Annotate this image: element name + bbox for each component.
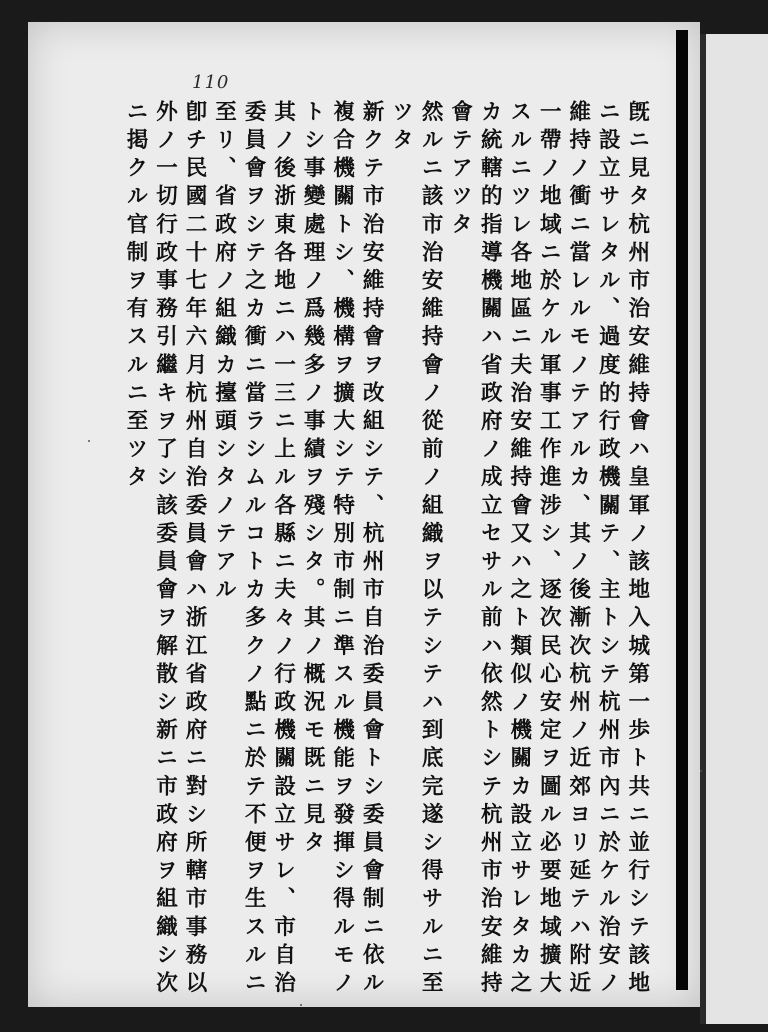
text-column: 然ルニ該市治安維持會ノ從前ノ組織ヲ以テシテハ到底完遂シ得サルニ至 <box>418 100 444 1000</box>
text-column: ニ設立サレタル、過度的行政機關テ、主トシテ杭州市內ニ於ケル治安ノ <box>595 100 621 1000</box>
scan-speck <box>700 770 702 772</box>
text-column: 一帶ノ地域ニ於ケル軍事工作進涉シ、逐次民心安定ヲ圖ル必要地域擴大 <box>536 100 562 1000</box>
text-column: 外ノ一切行政事務引繼キヲ了シ該委員會ヲ解散シ新ニ市政府ヲ組織シ次 <box>152 100 178 1000</box>
text-column: 旣ニ見タ杭州市治安維持會ハ皇軍ノ該地入城第一歩ト共ニ並行シテ該地 <box>624 100 650 1000</box>
text-column: トシ事變處理ノ爲幾多ノ事績ヲ殘シタ。其ノ概況モ既ニ見タ <box>300 100 326 859</box>
text-column: カ統轄的指導機關ハ省政府ノ成立セサル前ハ依然トシテ杭州市治安維持 <box>477 100 503 1000</box>
scan-speck <box>300 1004 302 1006</box>
text-column: 會テアツタ <box>447 100 473 241</box>
vertical-text-block <box>122 100 650 1000</box>
text-column: 維持ノ衝ニ當レルモノテアルカ、其ノ後漸次杭州ノ近郊ヨリ延テハ附近 <box>565 100 591 1000</box>
page-number: 110 <box>192 72 230 93</box>
text-column: 卽チ民國二十七年六月杭州自治委員會ハ浙江省政府ニ對シ所轄市事務以 <box>182 100 208 1000</box>
text-column: 其ノ後浙東各地ニハ一三ニ上ル各縣ニ夫々ノ行政機關設立サレ、市自治 <box>270 100 296 1000</box>
text-column: ニ掲クル官制ヲ有スルニ至ツタ <box>123 100 148 494</box>
text-column: 委員會ヲシテ之カ衝ニ當ラシムルコトカ多クノ點ニ於テ不便ヲ生スルニ <box>241 100 267 1000</box>
text-column: スルニツレ各地區ニ夫治安維持會又ハ之ト類似ノ機關カ設立サレタカ之 <box>506 100 532 1000</box>
next-page-edge <box>700 34 768 1024</box>
scan-speck <box>88 440 90 442</box>
text-column: 新クテ市治安維持會ヲ改組シテ、杭州市自治委員會トシ委員會制ニ依ル <box>359 100 385 1000</box>
text-column: ツタ <box>388 100 414 157</box>
text-column: 複合機關トシ、機構ヲ擴大シテ特別市制ニ準スル機能ヲ發揮シ得ルモノ <box>329 100 355 1000</box>
binding-shadow <box>676 30 688 990</box>
text-column: 至リ、省政府ノ組織カ擡頭シタノテアル <box>211 100 237 606</box>
